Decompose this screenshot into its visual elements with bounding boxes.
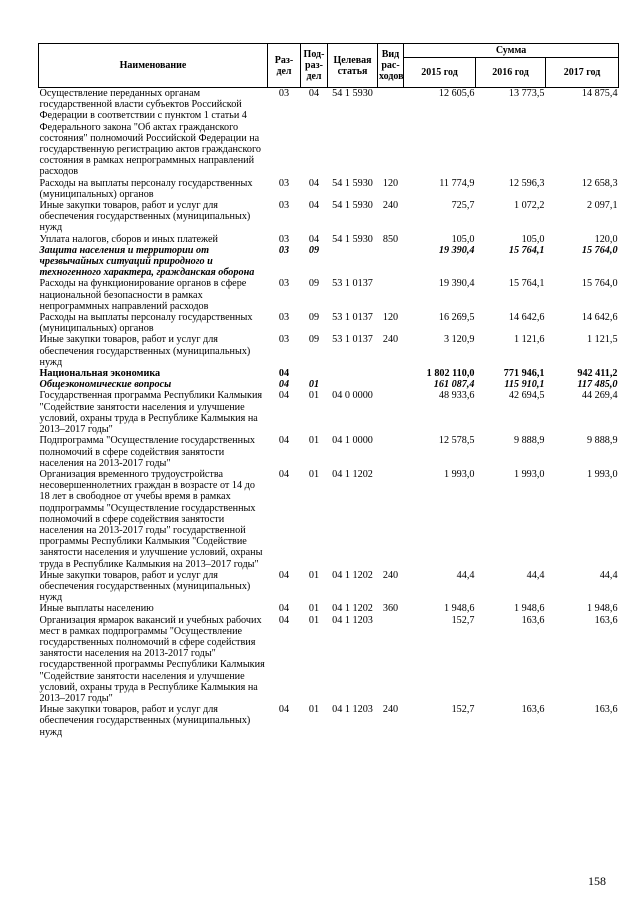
row-name: Иные закупки товаров, работ и услуг для обеспечения государственных (муниципальных) нужд xyxy=(39,569,251,604)
row-podrazdel: 04 xyxy=(308,233,320,245)
row-podrazdel: 01 xyxy=(308,614,320,626)
row-podrazdel: 01 xyxy=(308,603,320,615)
header-expense-type: Вид рас-ходов xyxy=(378,44,404,88)
row-sum-2015: 16 269,5 xyxy=(438,312,475,324)
row-sum-2016: 44,4 xyxy=(526,569,545,581)
page-number: 158 xyxy=(588,874,606,888)
row-sum-2016: 115 910,1 xyxy=(504,379,545,391)
row-podrazdel: 04 xyxy=(308,200,320,212)
row-podrazdel: 09 xyxy=(308,312,320,324)
row-name: Иные закупки товаров, работ и услуг для обеспечения государственных (муниципальных) нужд xyxy=(39,200,251,234)
row-target-article: 54 1 5930 xyxy=(332,233,373,245)
row-sum-2015: 1 993,0 xyxy=(443,468,475,480)
row-sum-2015: 12 578,5 xyxy=(438,435,475,447)
row-podrazdel: 04 xyxy=(308,88,320,99)
header-razdel: Раз-дел xyxy=(268,44,301,88)
row-podrazdel: 01 xyxy=(308,704,320,716)
row-name: Защита населения и территории от чрезвычайных ситуаций природного и техногенного характера, гражданская оборона xyxy=(39,244,255,279)
row-target-article: 04 1 0000 xyxy=(332,435,373,447)
table-row xyxy=(39,312,619,334)
row-name: Расходы на функционирование органов в сфере национальной безопасности в рамках непрограммных направлений расходов xyxy=(39,278,247,312)
row-sum-2015: 44,4 xyxy=(456,569,475,581)
table-row xyxy=(39,390,619,435)
header-podrazdel: Под-раз-дел xyxy=(301,44,328,88)
row-expense-type: 120 xyxy=(382,177,399,189)
row-sum-2017: 163,6 xyxy=(594,704,618,716)
row-target-article: 54 1 5930 xyxy=(332,200,373,212)
budget-table xyxy=(38,43,619,738)
row-sum-2016: 12 596,3 xyxy=(508,177,545,189)
row-sum-2015: 1 802 110,0 xyxy=(426,368,475,380)
row-sum-2016: 1 993,0 xyxy=(513,468,545,480)
row-sum-2017: 117 485,0 xyxy=(577,379,618,391)
row-name: Государственная программа Республики Калмыкия "Содействие занятости населения и улучшение условий, охраны труда в Республике Калмыкия на 2013–2017 годы" xyxy=(39,390,263,436)
header-sum: Сумма xyxy=(404,44,619,58)
row-sum-2017: 12 658,3 xyxy=(581,177,618,189)
row-sum-2017: 9 888,9 xyxy=(586,435,618,447)
table-row xyxy=(39,704,619,738)
table-row xyxy=(39,278,619,312)
row-sum-2017: 44,4 xyxy=(599,569,618,581)
row-razdel: 04 xyxy=(278,603,290,615)
row-razdel: 04 xyxy=(278,435,290,447)
row-sum-2015: 152,7 xyxy=(451,614,475,626)
row-razdel: 04 xyxy=(278,368,290,380)
row-target-article: 54 1 5930 xyxy=(332,177,373,189)
row-sum-2015: 11 774,9 xyxy=(439,177,475,189)
row-sum-2015: 3 120,9 xyxy=(443,334,475,346)
row-razdel: 04 xyxy=(278,379,290,391)
row-name: Иные закупки товаров, работ и услуг для обеспечения государственных (муниципальных) нужд xyxy=(39,334,251,368)
row-razdel: 04 xyxy=(278,569,290,581)
row-sum-2016: 1 072,2 xyxy=(513,200,545,212)
row-name: Иные выплаты населению xyxy=(39,603,154,615)
row-name: Расходы на выплаты персоналу государственных (муниципальных) органов xyxy=(39,312,253,335)
table-row xyxy=(39,570,619,604)
row-podrazdel: 01 xyxy=(308,379,320,391)
row-razdel: 03 xyxy=(278,312,290,324)
row-sum-2016: 1 948,6 xyxy=(513,603,545,615)
row-expense-type: 120 xyxy=(382,312,399,324)
row-razdel: 03 xyxy=(278,88,290,99)
row-sum-2016: 14 642,6 xyxy=(508,312,545,324)
table-row xyxy=(39,603,619,614)
table-body xyxy=(39,88,619,738)
row-sum-2016: 105,0 xyxy=(521,233,545,245)
table-row xyxy=(39,334,619,368)
row-sum-2017: 15 764,0 xyxy=(581,278,618,290)
row-target-article xyxy=(328,368,378,379)
row-sum-2016: 13 773,5 xyxy=(508,88,545,99)
row-sum-2017: 44 269,4 xyxy=(581,390,618,402)
row-sum-2015: 19 390,4 xyxy=(438,278,475,290)
row-name: Общеэкономические вопросы xyxy=(39,379,172,391)
row-target-article: 04 1 1202 xyxy=(332,569,373,581)
row-sum-2016: 1 121,6 xyxy=(513,334,545,346)
header-year-2016: 2016 год xyxy=(476,58,546,88)
row-expense-type xyxy=(378,278,404,312)
row-target-article: 04 1 1202 xyxy=(332,603,373,615)
row-target-article: 04 1 1203 xyxy=(332,614,373,626)
row-podrazdel: 01 xyxy=(308,569,320,581)
row-expense-type: 240 xyxy=(382,704,399,716)
table-row xyxy=(39,245,619,279)
row-name: Уплата налогов, сборов и иных платежей xyxy=(39,233,218,245)
row-sum-2015: 105,0 xyxy=(451,233,475,245)
row-razdel: 03 xyxy=(278,200,290,212)
row-sum-2015: 152,7 xyxy=(451,704,475,716)
row-sum-2017: 14 875,4 xyxy=(581,88,618,99)
row-sum-2016: 163,6 xyxy=(521,704,545,716)
row-razdel: 03 xyxy=(278,177,290,189)
row-sum-2015: 725,7 xyxy=(451,200,475,212)
row-name: Организация ярмарок вакансий и учебных рабочих мест в рамках подпрограммы "Осуществление государственных полномочий в сфере содействия занятости населения на 2013-2017 годы" государственной программы Республики Калмыкия "Содействие занятости населения и улучшение условий, охраны труда в Республике Калмыкия на 2013–2017 годы" xyxy=(39,614,265,704)
row-sum-2015: 48 933,6 xyxy=(438,390,475,402)
row-expense-type xyxy=(378,368,404,379)
row-target-article: 04 1 1202 xyxy=(332,468,373,480)
row-podrazdel: 09 xyxy=(308,278,320,290)
row-name: Иные закупки товаров, работ и услуг для обеспечения государственных (муниципальных) нужд xyxy=(39,704,251,738)
table-row xyxy=(39,368,619,379)
row-razdel: 03 xyxy=(278,244,290,256)
row-podrazdel: 09 xyxy=(308,244,320,256)
row-expense-type: 240 xyxy=(382,569,399,581)
row-target-article: 54 1 5930 xyxy=(332,88,373,99)
row-sum-2015: 161 087,4 xyxy=(433,379,475,391)
table-row xyxy=(39,178,619,200)
row-podrazdel: 09 xyxy=(308,334,320,346)
row-razdel: 03 xyxy=(278,233,290,245)
row-expense-type xyxy=(378,469,404,570)
row-razdel: 03 xyxy=(278,334,290,346)
row-expense-type: 850 xyxy=(382,233,399,245)
table-row xyxy=(39,615,619,705)
row-target-article xyxy=(328,379,378,390)
row-expense-type xyxy=(378,435,404,469)
row-podrazdel: 01 xyxy=(308,468,320,480)
row-expense-type xyxy=(378,88,404,178)
table-row xyxy=(39,88,619,178)
row-target-article xyxy=(328,245,378,279)
row-name: Организация временного трудоустройства несовершеннолетних граждан в возрасте от 14 до 18 лет в свободное от учебы время в рамках подпрограммы "Осуществление государственных полномочий в сфере содействия занятости населения на 2013-2017 годы" государственной программы Республики Калмыкия "Содействие занятости населения и улучшение условий, охраны труда в Республике Калмыкия на 2013–2017 годы" xyxy=(39,468,263,570)
row-sum-2016: 163,6 xyxy=(521,614,545,626)
row-sum-2015: 1 948,6 xyxy=(443,603,475,615)
row-sum-2017: 1 121,5 xyxy=(586,334,618,346)
row-podrazdel: 01 xyxy=(308,435,320,447)
row-expense-type xyxy=(378,379,404,390)
row-razdel: 04 xyxy=(278,704,290,716)
row-sum-2016: 15 764,1 xyxy=(508,278,545,290)
row-razdel: 04 xyxy=(278,468,290,480)
row-razdel: 04 xyxy=(278,614,290,626)
header-name: Наименование xyxy=(39,44,268,88)
row-sum-2017: 1 948,6 xyxy=(586,603,618,615)
row-sum-2015: 12 605,6 xyxy=(438,88,475,99)
row-target-article: 04 0 0000 xyxy=(332,390,373,402)
table-row xyxy=(39,435,619,469)
table-row xyxy=(39,234,619,245)
row-name: Национальная экономика xyxy=(39,368,161,380)
row-podrazdel: 01 xyxy=(308,390,320,402)
row-sum-2016: 9 888,9 xyxy=(513,435,545,447)
row-sum-2017: 15 764,0 xyxy=(581,244,618,256)
row-target-article: 53 1 0137 xyxy=(332,278,373,290)
table-row xyxy=(39,379,619,390)
row-target-article: 53 1 0137 xyxy=(332,312,373,324)
header-target-article: Целевая статья xyxy=(328,44,378,88)
table-row xyxy=(39,469,619,570)
row-target-article: 04 1 1203 xyxy=(332,704,373,716)
row-name: Расходы на выплаты персоналу государственных (муниципальных) органов xyxy=(39,177,253,200)
row-podrazdel xyxy=(301,368,328,379)
row-sum-2017: 163,6 xyxy=(594,614,618,626)
row-expense-type: 240 xyxy=(382,334,399,346)
row-podrazdel: 04 xyxy=(308,177,320,189)
row-razdel: 04 xyxy=(278,390,290,402)
row-target-article: 53 1 0137 xyxy=(332,334,373,346)
row-sum-2016: 771 946,1 xyxy=(503,368,545,380)
table-header xyxy=(39,44,619,88)
row-sum-2017: 942 411,2 xyxy=(577,368,618,380)
row-expense-type xyxy=(378,615,404,705)
table-row xyxy=(39,200,619,234)
row-expense-type: 240 xyxy=(382,200,399,212)
row-sum-2017: 120,0 xyxy=(594,233,618,245)
row-razdel: 03 xyxy=(278,278,290,290)
row-expense-type xyxy=(378,245,404,279)
row-sum-2017: 1 993,0 xyxy=(586,468,618,480)
header-year-2017: 2017 год xyxy=(546,58,619,88)
row-sum-2016: 15 764,1 xyxy=(508,244,545,256)
row-sum-2016: 42 694,5 xyxy=(508,390,545,402)
header-year-2015: 2015 год xyxy=(404,58,476,88)
row-expense-type xyxy=(378,390,404,435)
row-expense-type: 360 xyxy=(382,603,399,615)
row-name: Осуществление переданных органам государственной власти субъектов Российской Федерации в соответствии с пунктом 1 статьи 4 Федерального закона "Об актах гражданского состояния" полномочий Российской Федерации на государственную регистрацию актов гражданского состояния в рамках непрограммных направлений расходов xyxy=(39,88,261,178)
row-sum-2017: 2 097,1 xyxy=(586,200,618,212)
row-name: Подпрограмма "Осуществление государственных полномочий в сфере содействия занятости населения на 2013-2017 годы" xyxy=(39,435,256,469)
row-sum-2015: 19 390,4 xyxy=(438,244,475,256)
row-sum-2017: 14 642,6 xyxy=(581,312,618,324)
